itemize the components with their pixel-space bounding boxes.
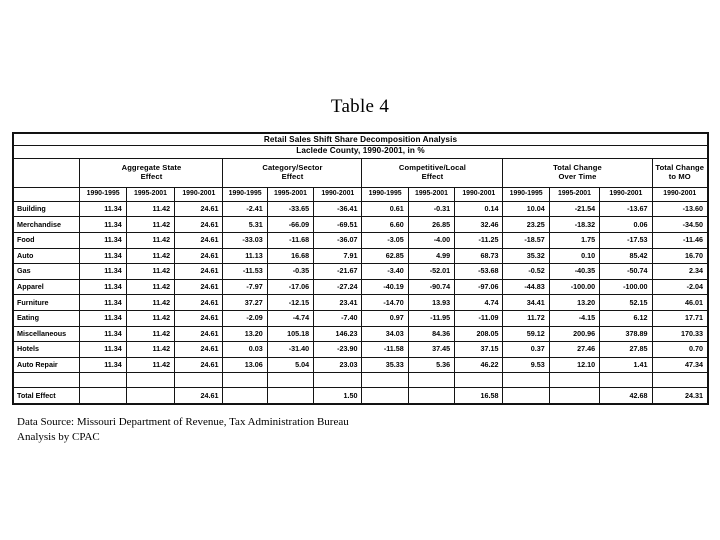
total-row-label: Total Effect [14, 388, 80, 404]
cell-r6-c1: 11.34 [80, 279, 126, 295]
row-label-building: Building [14, 201, 80, 217]
table-row [14, 326, 708, 342]
group-header-row [14, 158, 708, 187]
cell-r2-c7: 6.60 [362, 217, 408, 233]
cell-r10-c2: 11.42 [126, 342, 174, 358]
period-header-1: 1990-1995 [80, 187, 126, 201]
cell-r10-c10: 0.37 [503, 342, 549, 358]
spacer-cell [80, 373, 126, 388]
cell-r2-c8: 26.85 [408, 217, 454, 233]
cell-r2-c10: 23.25 [503, 217, 549, 233]
cell-r6-c7: -40.19 [362, 279, 408, 295]
row-label-eating: Eating [14, 311, 80, 327]
cell-r11-c5: 5.04 [267, 357, 313, 373]
group-header-line-1: Total Change [655, 163, 705, 173]
period-header-6: 1990-2001 [314, 187, 362, 201]
group-header-5 [652, 158, 707, 187]
cell-r9-c5: 105.18 [267, 326, 313, 342]
cell-r4-c10: 35.32 [503, 248, 549, 264]
spacer-cell [549, 373, 599, 388]
cell-r9-c10: 59.12 [503, 326, 549, 342]
cell-r6-c6: -27.24 [314, 279, 362, 295]
cell-r11-c6: 23.03 [314, 357, 362, 373]
cell-r9-c1: 11.34 [80, 326, 126, 342]
cell-r8-c10: 11.72 [503, 311, 549, 327]
spacer-cell [600, 373, 652, 388]
cell-r8-c7: 0.97 [362, 311, 408, 327]
group-header-line-2: to MO [668, 171, 691, 181]
cell-r3-c12: -17.53 [600, 233, 652, 249]
footer-data-source: Data Source: Missouri Department of Revenue, Tax Administration Bureau [17, 416, 349, 428]
cell-r11-c4: 13.06 [223, 357, 267, 373]
cell-r9-c7: 34.03 [362, 326, 408, 342]
spacer-cell [14, 373, 80, 388]
table-head [14, 134, 708, 202]
cell-r4-c9: 68.73 [455, 248, 503, 264]
cell-r10-c1: 11.34 [80, 342, 126, 358]
cell-r8-c1: 11.34 [80, 311, 126, 327]
row-label-apparel: Apparel [14, 279, 80, 295]
cell-r1-c2: 11.42 [126, 201, 174, 217]
cell-r7-c9: 4.74 [455, 295, 503, 311]
cell-r8-c3: 24.61 [175, 311, 223, 327]
row-label-food: Food [14, 233, 80, 249]
cell-r11-c7: 35.33 [362, 357, 408, 373]
period-header-3: 1990-2001 [175, 187, 223, 201]
cell-r1-c5: -33.65 [267, 201, 313, 217]
cell-r5-c10: -0.52 [503, 264, 549, 280]
cell-r7-c1: 11.34 [80, 295, 126, 311]
group-header-line-1: Competitive/Local [398, 163, 467, 173]
cell-r10-c11: 27.46 [549, 342, 599, 358]
cell-r9-c12: 378.89 [600, 326, 652, 342]
cell-r10-c8: 37.45 [408, 342, 454, 358]
spacer-cell [223, 373, 267, 388]
group-header-line-2: Over Time [558, 171, 597, 181]
cell-r2-c11: -18.32 [549, 217, 599, 233]
cell-r9-c2: 11.42 [126, 326, 174, 342]
period-header-7: 1990-1995 [362, 187, 408, 201]
table-row [14, 201, 708, 217]
table-row [14, 342, 708, 358]
cell-r11-c3: 24.61 [175, 357, 223, 373]
cell-r8-c8: -11.95 [408, 311, 454, 327]
cell-r3-c7: -3.05 [362, 233, 408, 249]
cell-r8-c12: 6.12 [600, 311, 652, 327]
table-body [14, 201, 708, 404]
table-corner-cell [14, 158, 80, 187]
cell-r11-c9: 46.22 [455, 357, 503, 373]
table-row [14, 233, 708, 249]
period-header-corner [14, 187, 80, 201]
spacer-cell [175, 373, 223, 388]
table-row [14, 279, 708, 295]
cell-r6-c13: -2.04 [652, 279, 707, 295]
cell-r11-c13: 47.34 [652, 357, 707, 373]
page-title: Table 4 [330, 96, 390, 117]
cell-r5-c4: -11.53 [223, 264, 267, 280]
row-label-gas: Gas [14, 264, 80, 280]
cell-r9-c11: 200.96 [549, 326, 599, 342]
cell-r1-c12: -13.67 [600, 201, 652, 217]
period-header-10: 1990-1995 [503, 187, 549, 201]
cell-r7-c10: 34.41 [503, 295, 549, 311]
period-header-4: 1990-1995 [223, 187, 267, 201]
cell-r5-c12: -50.74 [600, 264, 652, 280]
total-cell-c11 [549, 388, 599, 404]
total-cell-c4 [223, 388, 267, 404]
group-header-line-2: Effect [140, 171, 163, 181]
cell-r1-c7: 0.61 [362, 201, 408, 217]
cell-r7-c11: 13.20 [549, 295, 599, 311]
total-cell-c7 [362, 388, 408, 404]
cell-r4-c12: 85.42 [600, 248, 652, 264]
total-cell-c8 [408, 388, 454, 404]
cell-r4-c4: 11.13 [223, 248, 267, 264]
cell-r5-c11: -40.35 [549, 264, 599, 280]
cell-r4-c11: 0.10 [549, 248, 599, 264]
period-header-12: 1990-2001 [600, 187, 652, 201]
cell-r3-c10: -18.57 [503, 233, 549, 249]
cell-r10-c5: -31.40 [267, 342, 313, 358]
cell-r3-c3: 24.61 [175, 233, 223, 249]
group-header-2 [223, 158, 362, 187]
cell-r7-c4: 37.27 [223, 295, 267, 311]
row-label-miscellaneous: Miscellaneous [14, 326, 80, 342]
table-row [14, 248, 708, 264]
cell-r7-c13: 46.01 [652, 295, 707, 311]
total-cell-c13: 24.31 [652, 388, 707, 404]
table-row [14, 217, 708, 233]
period-header-9: 1990-2001 [455, 187, 503, 201]
cell-r4-c7: 62.85 [362, 248, 408, 264]
cell-r5-c9: -53.68 [455, 264, 503, 280]
cell-r1-c8: -0.31 [408, 201, 454, 217]
table-spacer-row [14, 373, 708, 388]
total-cell-c10 [503, 388, 549, 404]
row-label-auto: Auto [14, 248, 80, 264]
group-header-3 [362, 158, 503, 187]
period-header-8: 1995-2001 [408, 187, 454, 201]
table-total-row [14, 388, 708, 404]
cell-r10-c9: 37.15 [455, 342, 503, 358]
total-cell-c6: 1.50 [314, 388, 362, 404]
cell-r5-c3: 24.61 [175, 264, 223, 280]
cell-r3-c5: -11.68 [267, 233, 313, 249]
cell-r11-c10: 9.53 [503, 357, 549, 373]
cell-r1-c6: -36.41 [314, 201, 362, 217]
row-label-furniture: Furniture [14, 295, 80, 311]
cell-r2-c2: 11.42 [126, 217, 174, 233]
cell-r10-c13: 0.70 [652, 342, 707, 358]
group-header-line-1: Total Change [553, 163, 602, 173]
cell-r7-c6: 23.41 [314, 295, 362, 311]
cell-r11-c8: 5.36 [408, 357, 454, 373]
row-label-auto-repair: Auto Repair [14, 357, 80, 373]
total-cell-c1 [80, 388, 126, 404]
cell-r5-c5: -0.35 [267, 264, 313, 280]
cell-r4-c13: 16.70 [652, 248, 707, 264]
cell-r6-c3: 24.61 [175, 279, 223, 295]
cell-r1-c9: 0.14 [455, 201, 503, 217]
footer-note [17, 415, 497, 445]
cell-r6-c11: -100.00 [549, 279, 599, 295]
cell-r9-c4: 13.20 [223, 326, 267, 342]
cell-r3-c1: 11.34 [80, 233, 126, 249]
cell-r8-c13: 17.71 [652, 311, 707, 327]
cell-r9-c13: 170.33 [652, 326, 707, 342]
cell-r5-c1: 11.34 [80, 264, 126, 280]
cell-r2-c13: -34.50 [652, 217, 707, 233]
cell-r3-c11: 1.75 [549, 233, 599, 249]
cell-r5-c8: -52.01 [408, 264, 454, 280]
cell-r4-c8: 4.99 [408, 248, 454, 264]
cell-r2-c1: 11.34 [80, 217, 126, 233]
spacer-cell [503, 373, 549, 388]
group-header-4 [503, 158, 652, 187]
cell-r10-c6: -23.90 [314, 342, 362, 358]
cell-r1-c11: -21.54 [549, 201, 599, 217]
cell-r2-c5: -66.09 [267, 217, 313, 233]
cell-r4-c2: 11.42 [126, 248, 174, 264]
cell-r10-c7: -11.58 [362, 342, 408, 358]
cell-r9-c3: 24.61 [175, 326, 223, 342]
period-header-11: 1995-2001 [549, 187, 599, 201]
group-header-1 [80, 158, 223, 187]
total-cell-c3: 24.61 [175, 388, 223, 404]
cell-r4-c6: 7.91 [314, 248, 362, 264]
table-row [14, 311, 708, 327]
cell-r8-c2: 11.42 [126, 311, 174, 327]
cell-r6-c4: -7.97 [223, 279, 267, 295]
shift-share-table [13, 133, 708, 404]
cell-r2-c3: 24.61 [175, 217, 223, 233]
cell-r8-c11: -4.15 [549, 311, 599, 327]
total-cell-c9: 16.58 [455, 388, 503, 404]
period-header-13: 1990-2001 [652, 187, 707, 201]
cell-r9-c6: 146.23 [314, 326, 362, 342]
cell-r7-c7: -14.70 [362, 295, 408, 311]
spacer-cell [314, 373, 362, 388]
cell-r3-c13: -11.46 [652, 233, 707, 249]
group-header-line-2: Effect [421, 171, 444, 181]
spacer-cell [408, 373, 454, 388]
cell-r7-c8: 13.93 [408, 295, 454, 311]
spacer-cell [267, 373, 313, 388]
cell-r9-c8: 84.36 [408, 326, 454, 342]
cell-r2-c4: 5.31 [223, 217, 267, 233]
cell-r6-c10: -44.83 [503, 279, 549, 295]
cell-r10-c3: 24.61 [175, 342, 223, 358]
cell-r1-c1: 11.34 [80, 201, 126, 217]
spacer-cell [126, 373, 174, 388]
cell-r9-c9: 208.05 [455, 326, 503, 342]
period-header-5: 1995-2001 [267, 187, 313, 201]
footer-analysis-by: Analysis by CPAC [17, 430, 100, 443]
cell-r1-c4: -2.41 [223, 201, 267, 217]
cell-r8-c9: -11.09 [455, 311, 503, 327]
cell-r3-c2: 11.42 [126, 233, 174, 249]
table-caption-row-2 [14, 146, 708, 158]
cell-r7-c5: -12.15 [267, 295, 313, 311]
table-row [14, 264, 708, 280]
group-header-line-2: Effect [281, 171, 304, 181]
cell-r4-c5: 16.68 [267, 248, 313, 264]
table-caption-line-2: Laclede County, 1990-2001, in % [14, 146, 708, 158]
total-cell-c12: 42.68 [600, 388, 652, 404]
cell-r5-c13: 2.34 [652, 264, 707, 280]
cell-r3-c8: -4.00 [408, 233, 454, 249]
cell-r10-c12: 27.85 [600, 342, 652, 358]
cell-r10-c4: 0.03 [223, 342, 267, 358]
cell-r5-c7: -3.40 [362, 264, 408, 280]
cell-r7-c3: 24.61 [175, 295, 223, 311]
cell-r11-c1: 11.34 [80, 357, 126, 373]
cell-r6-c2: 11.42 [126, 279, 174, 295]
total-cell-c5 [267, 388, 313, 404]
spacer-cell [362, 373, 408, 388]
group-header-line-1: Aggregate State [121, 163, 182, 173]
row-label-merchandise: Merchandise [14, 217, 80, 233]
spacer-cell [652, 373, 707, 388]
cell-r6-c5: -17.06 [267, 279, 313, 295]
cell-r5-c6: -21.67 [314, 264, 362, 280]
cell-r2-c12: 0.06 [600, 217, 652, 233]
cell-r6-c9: -97.06 [455, 279, 503, 295]
cell-r3-c4: -33.03 [223, 233, 267, 249]
cell-r1-c3: 24.61 [175, 201, 223, 217]
cell-r11-c2: 11.42 [126, 357, 174, 373]
cell-r1-c13: -13.60 [652, 201, 707, 217]
group-header-line-1: Category/Sector [262, 163, 323, 173]
cell-r8-c4: -2.09 [223, 311, 267, 327]
cell-r6-c12: -100.00 [600, 279, 652, 295]
period-header-row [14, 187, 708, 201]
cell-r5-c2: 11.42 [126, 264, 174, 280]
cell-r1-c10: 10.04 [503, 201, 549, 217]
spacer-cell [455, 373, 503, 388]
cell-r6-c8: -90.74 [408, 279, 454, 295]
cell-r11-c11: 12.10 [549, 357, 599, 373]
cell-r2-c6: -69.51 [314, 217, 362, 233]
table-caption-row-1 [14, 134, 708, 146]
cell-r2-c9: 32.46 [455, 217, 503, 233]
cell-r7-c12: 52.15 [600, 295, 652, 311]
cell-r8-c6: -7.40 [314, 311, 362, 327]
cell-r4-c3: 24.61 [175, 248, 223, 264]
table-row [14, 295, 708, 311]
cell-r11-c12: 1.41 [600, 357, 652, 373]
cell-r8-c5: -4.74 [267, 311, 313, 327]
total-cell-c2 [126, 388, 174, 404]
cell-r3-c6: -36.07 [314, 233, 362, 249]
table-container [12, 132, 709, 405]
cell-r3-c9: -11.25 [455, 233, 503, 249]
period-header-2: 1995-2001 [126, 187, 174, 201]
cell-r4-c1: 11.34 [80, 248, 126, 264]
table-caption-line-1: Retail Sales Shift Share Decomposition Analysis [14, 134, 708, 146]
cell-r7-c2: 11.42 [126, 295, 174, 311]
table-row [14, 357, 708, 373]
row-label-hotels: Hotels [14, 342, 80, 358]
